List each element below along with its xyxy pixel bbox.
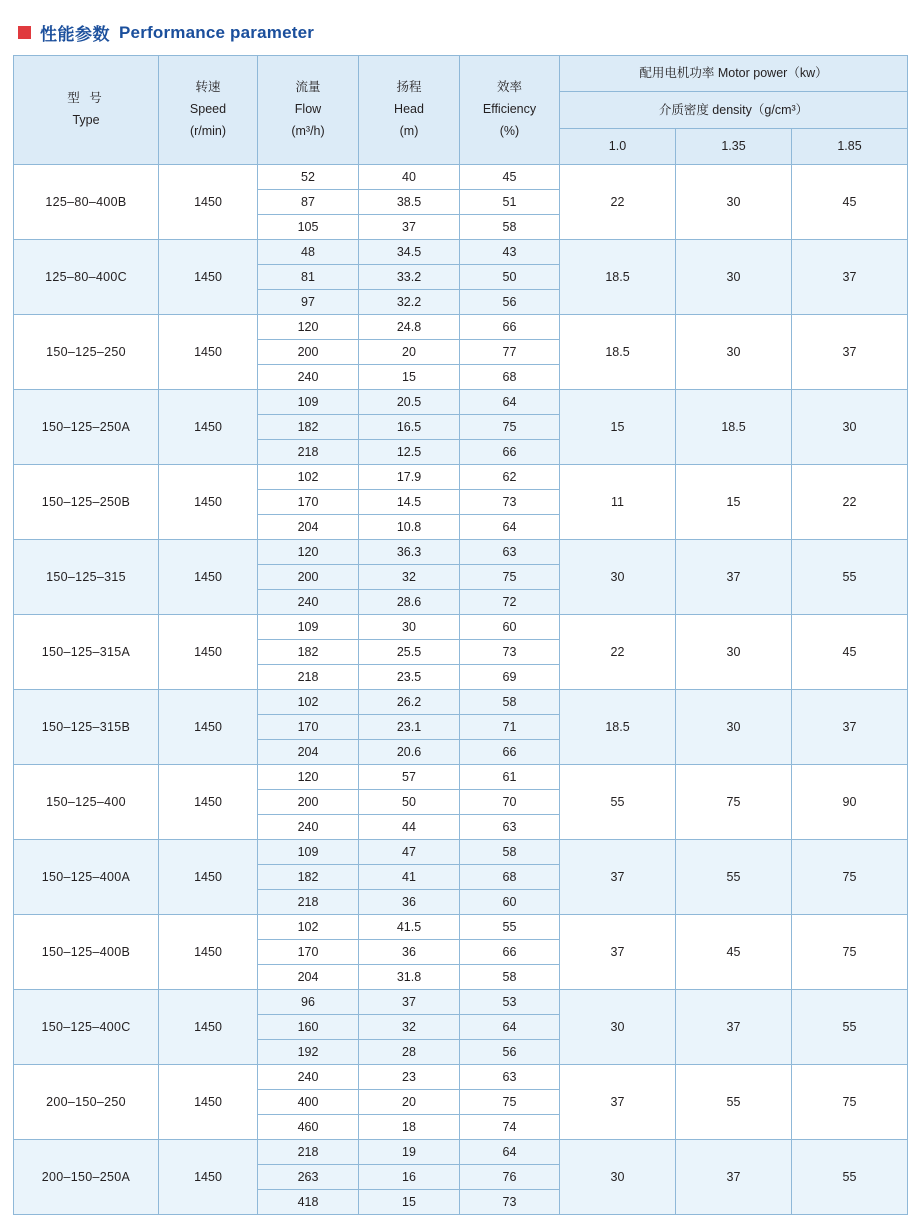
header-flow-cn: 流量: [295, 80, 321, 95]
cell-efficiency: 55: [460, 915, 560, 940]
cell-motor-power-3: 37: [792, 240, 908, 315]
header-density: 介质密度 density（g/cm³）: [560, 92, 908, 128]
cell-head: 20: [359, 340, 460, 365]
cell-motor-power-3: 22: [792, 465, 908, 540]
cell-flow: 460: [258, 1115, 359, 1140]
cell-speed: 1450: [159, 315, 258, 390]
cell-speed: 1450: [159, 765, 258, 840]
cell-motor-power-2: 30: [676, 690, 792, 765]
cell-motor-power-2: 55: [676, 1065, 792, 1140]
cell-type: 150–125–400B: [14, 915, 159, 990]
cell-type: 150–125–315A: [14, 615, 159, 690]
section-title-cn: 性能参数: [40, 25, 110, 44]
table-row: [14, 990, 908, 1015]
cell-motor-power-1: 30: [560, 990, 676, 1065]
cell-efficiency: 63: [460, 540, 560, 565]
cell-head: 57: [359, 765, 460, 790]
cell-speed: 1450: [159, 165, 258, 240]
cell-flow: 200: [258, 565, 359, 590]
cell-efficiency: 68: [460, 865, 560, 890]
cell-efficiency: 75: [460, 1090, 560, 1115]
cell-motor-power-3: 75: [792, 915, 908, 990]
cell-flow: 120: [258, 540, 359, 565]
cell-head: 28.6: [359, 590, 460, 615]
cell-head: 16: [359, 1165, 460, 1190]
cell-motor-power-1: 30: [560, 1140, 676, 1215]
cell-head: 40: [359, 165, 460, 190]
cell-head: 23.5: [359, 665, 460, 690]
cell-motor-power-3: 55: [792, 990, 908, 1065]
cell-flow: 87: [258, 190, 359, 215]
cell-flow: 170: [258, 715, 359, 740]
cell-efficiency: 64: [460, 1140, 560, 1165]
cell-flow: 182: [258, 865, 359, 890]
header-density-3: 1.85: [792, 128, 908, 164]
cell-flow: 109: [258, 615, 359, 640]
table-row: [14, 765, 908, 790]
cell-flow: 109: [258, 390, 359, 415]
table-row: [14, 615, 908, 640]
cell-motor-power-1: 11: [560, 465, 676, 540]
cell-head: 32: [359, 565, 460, 590]
cell-motor-power-3: 75: [792, 840, 908, 915]
cell-head: 37: [359, 990, 460, 1015]
cell-efficiency: 73: [460, 640, 560, 665]
cell-type: 200–150–250A: [14, 1140, 159, 1215]
cell-efficiency: 50: [460, 265, 560, 290]
cell-motor-power-3: 75: [792, 1065, 908, 1140]
cell-efficiency: 68: [460, 365, 560, 390]
cell-efficiency: 51: [460, 190, 560, 215]
cell-flow: 109: [258, 840, 359, 865]
cell-head: 10.8: [359, 515, 460, 540]
cell-head: 17.9: [359, 465, 460, 490]
cell-motor-power-2: 37: [676, 540, 792, 615]
cell-head: 12.5: [359, 440, 460, 465]
cell-flow: 263: [258, 1165, 359, 1190]
cell-head: 20.5: [359, 390, 460, 415]
cell-head: 20.6: [359, 740, 460, 765]
header-efficiency-en: Efficiency: [482, 102, 537, 117]
cell-speed: 1450: [159, 240, 258, 315]
cell-flow: 120: [258, 315, 359, 340]
cell-motor-power-2: 30: [676, 615, 792, 690]
cell-efficiency: 71: [460, 715, 560, 740]
cell-efficiency: 66: [460, 440, 560, 465]
cell-motor-power-2: 18.5: [676, 390, 792, 465]
cell-efficiency: 66: [460, 740, 560, 765]
cell-head: 44: [359, 815, 460, 840]
cell-flow: 204: [258, 965, 359, 990]
cell-flow: 240: [258, 815, 359, 840]
cell-head: 23.1: [359, 715, 460, 740]
cell-speed: 1450: [159, 1065, 258, 1140]
cell-motor-power-2: 30: [676, 315, 792, 390]
cell-head: 31.8: [359, 965, 460, 990]
performance-table: [13, 55, 908, 1215]
cell-flow: 218: [258, 890, 359, 915]
cell-flow: 120: [258, 765, 359, 790]
cell-motor-power-2: 37: [676, 990, 792, 1065]
table-row: [14, 165, 908, 190]
cell-head: 26.2: [359, 690, 460, 715]
cell-motor-power-1: 37: [560, 915, 676, 990]
header-density-2: 1.35: [676, 128, 792, 164]
cell-flow: 96: [258, 990, 359, 1015]
cell-speed: 1450: [159, 1140, 258, 1215]
cell-flow: 102: [258, 690, 359, 715]
cell-flow: 418: [258, 1190, 359, 1215]
header-flow: [258, 56, 359, 165]
cell-flow: 182: [258, 415, 359, 440]
cell-motor-power-2: 37: [676, 1140, 792, 1215]
cell-flow: 218: [258, 440, 359, 465]
cell-flow: 240: [258, 365, 359, 390]
header-efficiency-cn: 效率: [496, 80, 522, 95]
cell-motor-power-2: 45: [676, 915, 792, 990]
cell-head: 38.5: [359, 190, 460, 215]
cell-head: 25.5: [359, 640, 460, 665]
header-motor-power: 配用电机功率 Motor power（kw）: [560, 56, 908, 92]
section-heading: [0, 0, 920, 55]
cell-efficiency: 60: [460, 615, 560, 640]
cell-flow: 204: [258, 740, 359, 765]
cell-flow: 192: [258, 1040, 359, 1065]
table-row: [14, 690, 908, 715]
cell-motor-power-1: 18.5: [560, 690, 676, 765]
cell-motor-power-2: 30: [676, 165, 792, 240]
cell-motor-power-1: 18.5: [560, 240, 676, 315]
cell-type: 150–125–315B: [14, 690, 159, 765]
cell-efficiency: 64: [460, 1015, 560, 1040]
cell-flow: 204: [258, 515, 359, 540]
cell-motor-power-1: 18.5: [560, 315, 676, 390]
cell-motor-power-1: 55: [560, 765, 676, 840]
cell-efficiency: 66: [460, 940, 560, 965]
cell-type: 200–150–250: [14, 1065, 159, 1140]
table-header: [14, 56, 908, 165]
cell-motor-power-2: 30: [676, 240, 792, 315]
cell-motor-power-3: 37: [792, 690, 908, 765]
cell-flow: 218: [258, 665, 359, 690]
cell-speed: 1450: [159, 990, 258, 1065]
cell-motor-power-1: 37: [560, 1065, 676, 1140]
cell-efficiency: 56: [460, 1040, 560, 1065]
cell-motor-power-3: 30: [792, 390, 908, 465]
cell-motor-power-1: 30: [560, 540, 676, 615]
cell-motor-power-1: 15: [560, 390, 676, 465]
cell-type: 150–125–400: [14, 765, 159, 840]
cell-efficiency: 66: [460, 315, 560, 340]
table-row: [14, 840, 908, 865]
cell-type: 150–125–400A: [14, 840, 159, 915]
table-row: [14, 390, 908, 415]
cell-flow: 170: [258, 490, 359, 515]
cell-motor-power-2: 55: [676, 840, 792, 915]
header-speed: [159, 56, 258, 165]
cell-speed: 1450: [159, 540, 258, 615]
cell-type: 150–125–250A: [14, 390, 159, 465]
cell-head: 41.5: [359, 915, 460, 940]
performance-table-wrap: [0, 55, 920, 1215]
cell-type: 125–80–400B: [14, 165, 159, 240]
header-flow-unit: (m³/h): [291, 123, 325, 138]
cell-flow: 218: [258, 1140, 359, 1165]
cell-efficiency: 64: [460, 390, 560, 415]
cell-head: 36: [359, 940, 460, 965]
cell-efficiency: 77: [460, 340, 560, 365]
cell-flow: 182: [258, 640, 359, 665]
cell-flow: 81: [258, 265, 359, 290]
table-body: [14, 165, 908, 1215]
table-row: [14, 915, 908, 940]
cell-speed: 1450: [159, 840, 258, 915]
cell-head: 32.2: [359, 290, 460, 315]
cell-efficiency: 69: [460, 665, 560, 690]
table-row: [14, 465, 908, 490]
cell-efficiency: 56: [460, 290, 560, 315]
cell-efficiency: 58: [460, 690, 560, 715]
cell-head: 36.3: [359, 540, 460, 565]
cell-type: 150–125–400C: [14, 990, 159, 1065]
cell-motor-power-3: 90: [792, 765, 908, 840]
header-type-en: Type: [72, 113, 100, 127]
cell-type: 125–80–400C: [14, 240, 159, 315]
cell-head: 50: [359, 790, 460, 815]
cell-efficiency: 61: [460, 765, 560, 790]
cell-efficiency: 63: [460, 815, 560, 840]
cell-type: 150–125–315: [14, 540, 159, 615]
cell-speed: 1450: [159, 615, 258, 690]
cell-speed: 1450: [159, 690, 258, 765]
header-head-cn: 扬程: [396, 80, 422, 95]
cell-head: 15: [359, 365, 460, 390]
cell-head: 33.2: [359, 265, 460, 290]
cell-flow: 105: [258, 215, 359, 240]
header-speed-en: Speed: [189, 102, 227, 117]
cell-flow: 160: [258, 1015, 359, 1040]
cell-speed: 1450: [159, 390, 258, 465]
cell-head: 16.5: [359, 415, 460, 440]
cell-flow: 200: [258, 340, 359, 365]
cell-motor-power-1: 37: [560, 840, 676, 915]
cell-efficiency: 62: [460, 465, 560, 490]
cell-flow: 102: [258, 465, 359, 490]
cell-efficiency: 43: [460, 240, 560, 265]
cell-efficiency: 58: [460, 840, 560, 865]
cell-motor-power-3: 45: [792, 165, 908, 240]
cell-efficiency: 64: [460, 515, 560, 540]
cell-efficiency: 73: [460, 490, 560, 515]
cell-head: 28: [359, 1040, 460, 1065]
cell-speed: 1450: [159, 465, 258, 540]
table-row: [14, 1065, 908, 1090]
cell-head: 30: [359, 615, 460, 640]
header-density-1: 1.0: [560, 128, 676, 164]
cell-motor-power-3: 37: [792, 315, 908, 390]
cell-efficiency: 60: [460, 890, 560, 915]
cell-flow: 97: [258, 290, 359, 315]
cell-efficiency: 58: [460, 215, 560, 240]
cell-head: 20: [359, 1090, 460, 1115]
cell-motor-power-2: 15: [676, 465, 792, 540]
cell-flow: 400: [258, 1090, 359, 1115]
cell-head: 37: [359, 215, 460, 240]
header-efficiency: [460, 56, 560, 165]
cell-type: 150–125–250B: [14, 465, 159, 540]
cell-flow: 170: [258, 940, 359, 965]
cell-motor-power-2: 75: [676, 765, 792, 840]
cell-efficiency: 75: [460, 415, 560, 440]
cell-flow: 200: [258, 790, 359, 815]
cell-motor-power-3: 55: [792, 1140, 908, 1215]
header-type-cn: 型 号: [67, 91, 105, 106]
cell-motor-power-3: 55: [792, 540, 908, 615]
cell-efficiency: 70: [460, 790, 560, 815]
cell-flow: 102: [258, 915, 359, 940]
cell-head: 47: [359, 840, 460, 865]
cell-efficiency: 58: [460, 965, 560, 990]
cell-head: 19: [359, 1140, 460, 1165]
cell-motor-power-1: 22: [560, 615, 676, 690]
header-head-en: Head: [394, 102, 424, 117]
cell-flow: 48: [258, 240, 359, 265]
header-flow-en: Flow: [294, 102, 322, 117]
header-efficiency-unit: (%): [499, 123, 520, 138]
cell-efficiency: 75: [460, 565, 560, 590]
cell-head: 23: [359, 1065, 460, 1090]
cell-efficiency: 45: [460, 165, 560, 190]
cell-efficiency: 76: [460, 1165, 560, 1190]
cell-efficiency: 53: [460, 990, 560, 1015]
red-square-icon: [18, 26, 31, 39]
cell-efficiency: 63: [460, 1065, 560, 1090]
cell-head: 41: [359, 865, 460, 890]
section-title-en: Performance parameter: [119, 22, 315, 42]
table-row: [14, 315, 908, 340]
cell-efficiency: 73: [460, 1190, 560, 1215]
cell-speed: 1450: [159, 915, 258, 990]
cell-head: 36: [359, 890, 460, 915]
cell-head: 24.8: [359, 315, 460, 340]
table-row: [14, 1140, 908, 1165]
cell-head: 18: [359, 1115, 460, 1140]
cell-head: 15: [359, 1190, 460, 1215]
header-speed-unit: (r/min): [189, 123, 227, 138]
cell-head: 32: [359, 1015, 460, 1040]
table-row: [14, 240, 908, 265]
cell-efficiency: 72: [460, 590, 560, 615]
cell-flow: 52: [258, 165, 359, 190]
cell-efficiency: 74: [460, 1115, 560, 1140]
cell-flow: 240: [258, 590, 359, 615]
cell-head: 34.5: [359, 240, 460, 265]
cell-head: 14.5: [359, 490, 460, 515]
header-speed-cn: 转速: [195, 80, 221, 95]
header-type: [14, 56, 159, 165]
table-row: [14, 540, 908, 565]
header-head: [359, 56, 460, 165]
header-head-unit: (m): [399, 123, 419, 138]
cell-flow: 240: [258, 1065, 359, 1090]
cell-type: 150–125–250: [14, 315, 159, 390]
cell-motor-power-3: 45: [792, 615, 908, 690]
cell-motor-power-1: 22: [560, 165, 676, 240]
